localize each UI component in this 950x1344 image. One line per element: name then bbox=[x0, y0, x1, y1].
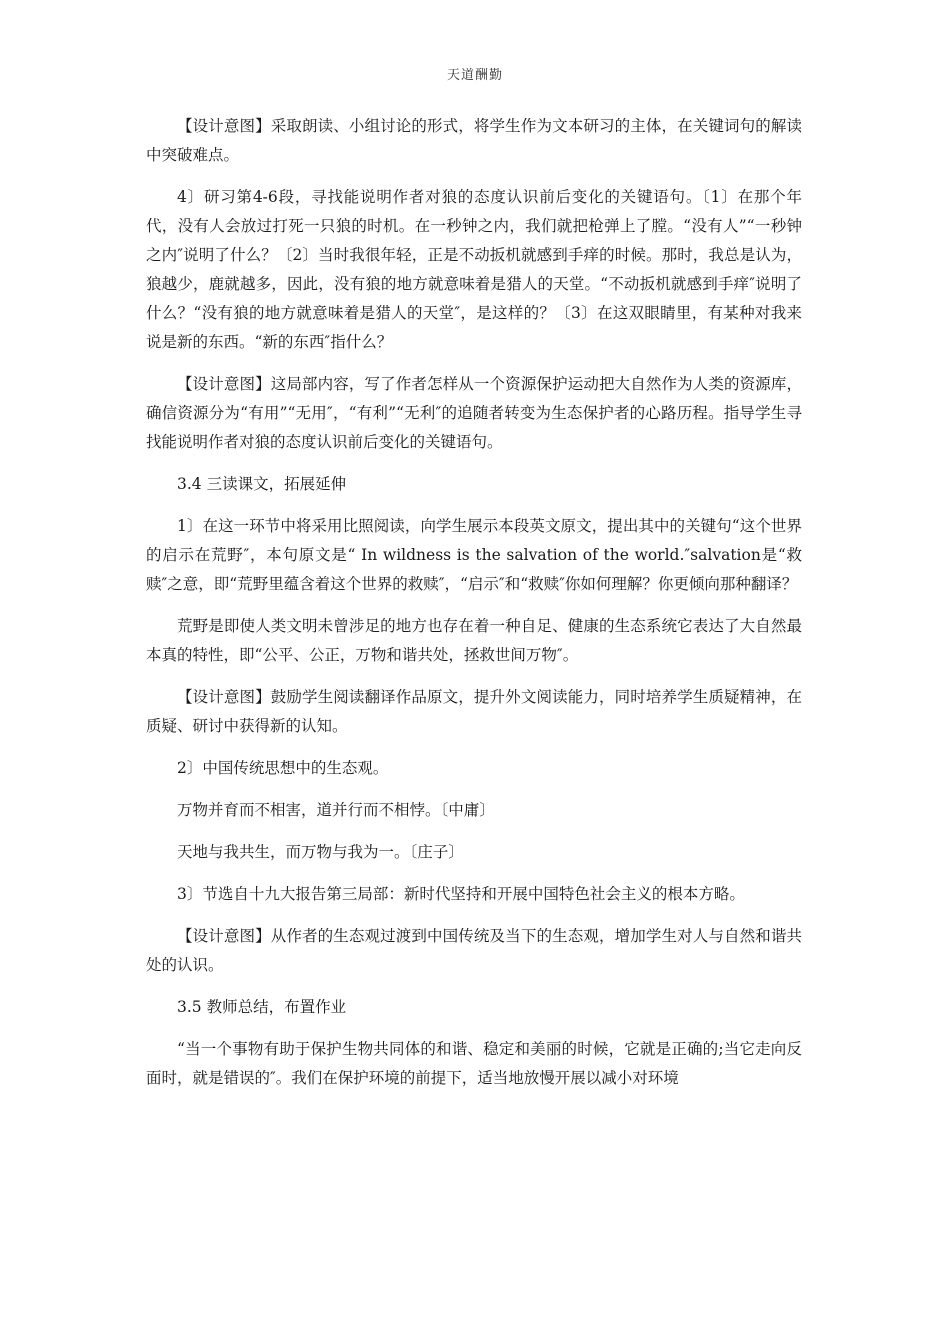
summary-paragraph: “当一个事物有助于保护生物共同体的和谐、稳定和美丽的时候，它就是正确的;当它走向反面时，就是错误的″。我们在保护环境的前提下，适当地放慢开展以减小对环境 bbox=[146, 1040, 802, 1087]
quote-zhongyong: 万物并育而不相害，道并行而不相悖。〔中庸〕 bbox=[177, 801, 495, 819]
document-body bbox=[146, 112, 802, 1106]
section-heading: 3.5 教师总结，布置作业 bbox=[177, 998, 347, 1016]
design-intent-paragraph: 【设计意图】从作者的生态观过渡到中国传统及当下的生态观，增加学生对人与自然和谐共处的认识。 bbox=[146, 927, 802, 974]
design-intent-paragraph: 【设计意图】鼓励学生阅读翻译作品原文，提升外文阅读能力，同时培养学生质疑精神，在质疑、研讨中获得新的认知。 bbox=[146, 688, 802, 735]
design-intent-paragraph: 【设计意图】采取朗读、小组讨论的形式，将学生作为文本研习的主体，在关键词句的解读中突破难点。 bbox=[146, 117, 802, 164]
list-item: 3〕节选自十九大报告第三局部：新时代坚持和开展中国特色社会主义的根本方略。 bbox=[177, 885, 745, 903]
list-item: 2〕中国传统思想中的生态观。 bbox=[177, 759, 389, 777]
study-step-paragraph: 4〕研习第4-6段，寻找能说明作者对狼的态度认识前后变化的关键语句。〔1〕在那个年代，没有人会放过打死一只狼的时机。在一秒钟之内，我们就把枪弹上了膛。“没有人”“一秒钟之内″说明了什么？〔2〕当时我很年轻，正是不动扳机就感到手痒的时候。那时，我总是认为，狼越少，鹿就越多，因此，没有狼的地方就意味着是猎人的天堂。“不动扳机就感到手痒″说明了什么？“没有狼的地方就意味着是猎人的天堂″，是这样的？〔3〕在这双眼睛里，有某种对我来说是新的东西。“新的东西″指什么？ bbox=[146, 188, 802, 351]
wilderness-paragraph: 荒野是即使人类文明未曾涉足的地方也存在着一种自足、健康的生态系统它表达了大自然最本真的特性，即“公平、公正，万物和谐共处，拯救世间万物″。 bbox=[146, 617, 802, 664]
section-heading: 3.4 三读课文，拓展延伸 bbox=[177, 475, 347, 493]
design-intent-paragraph: 【设计意图】这局部内容，写了作者怎样从一个资源保护运动把大自然作为人类的资源库，确信资源分为“有用”“无用″，“有利”“无利″的追随者转变为生态保护者的心路历程。指导学生寻找能说明作者对狼的态度认识前后变化的关键语句。 bbox=[146, 375, 802, 451]
quote-zhuangzi: 天地与我共生，而万物与我为一。〔庄子〕 bbox=[177, 843, 464, 861]
page-header: 天道酬勤 bbox=[446, 68, 503, 83]
comparison-reading-paragraph: 1〕在这一环节中将采用比照阅读，向学生展示本段英文原文，提出其中的关键句“这个世界的启示在荒野″，本句原文是“ In wildness is the salvation of the world.″salvation是“救赎″之意，即“荒野里蕴含着这个世界的救赎″，“启示″和“救赎″你如何理解？你更倾向那种翻译？ bbox=[146, 517, 802, 593]
